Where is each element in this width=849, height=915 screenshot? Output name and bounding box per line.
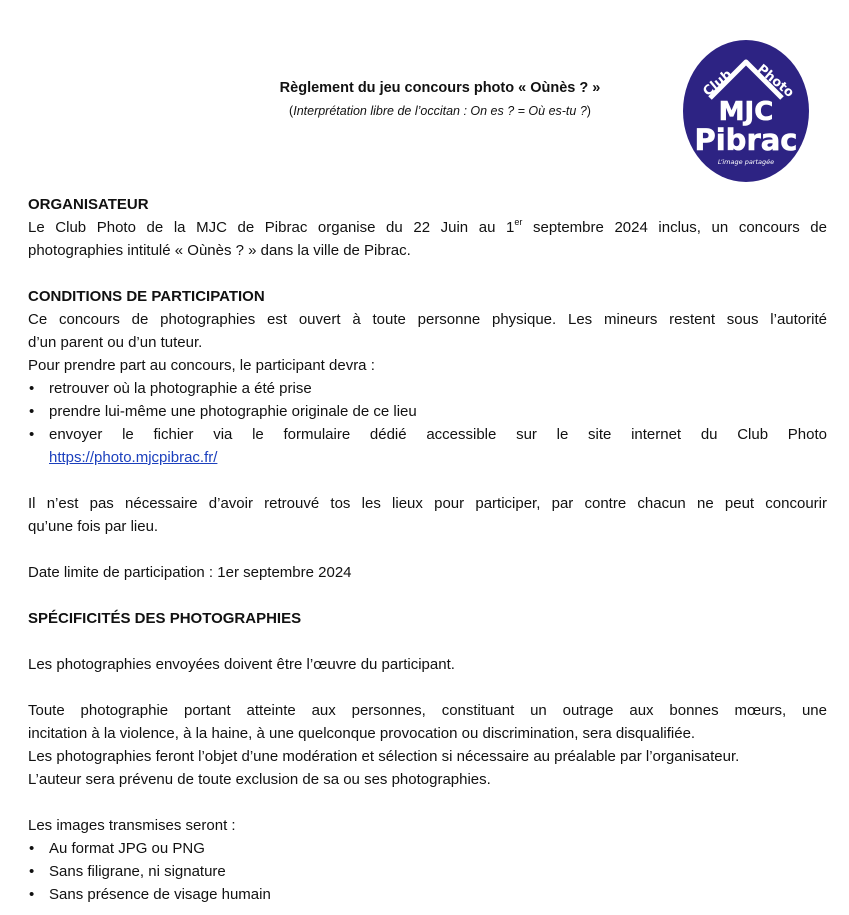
list-item xyxy=(28,860,827,883)
document-title: Règlement du jeu concours photo « Oùnès ? » xyxy=(279,80,601,96)
bullet-icon: • xyxy=(29,403,35,420)
logo-pibrac-text: Pibrac xyxy=(694,123,798,157)
list-item-text: retrouver où la photographie a été prise xyxy=(49,380,312,397)
list-item xyxy=(28,377,827,400)
specificites-paragraph-2-line-1: Toute photographie portant atteinte aux personnes, constituant un outrage aux bonnes mœurs, une xyxy=(28,702,827,719)
organisateur-heading: ORGANISATEUR xyxy=(28,196,149,213)
bullet-icon: • xyxy=(29,863,35,880)
list-item-text: Au format JPG ou PNG xyxy=(49,840,205,857)
bullet-icon: • xyxy=(29,886,35,903)
list-item-text: envoyer le fichier via le formulaire dédié accessible sur le site internet du Club Photo xyxy=(49,426,827,443)
specificites-paragraph-2-line-2: incitation à la violence, à la haine, à une quelconque provocation ou discrimination, sera disqualifiée. xyxy=(28,725,696,742)
conditions-line-2: d’un parent ou d’un tuteur. xyxy=(28,334,203,351)
list-item-text: Sans filigrane, ni signature xyxy=(49,863,226,880)
subtitle-close-paren: ) xyxy=(586,104,591,118)
list-item-text: prendre lui-même une photographie originale de ce lieu xyxy=(49,403,417,420)
logo-photo-text: Photo xyxy=(754,61,797,101)
conditions-line-1: Ce concours de photographies est ouvert à toute personne physique. Les mineurs restent sous l’autorité xyxy=(28,311,827,328)
list-item-text: Sans présence de visage humain xyxy=(49,886,271,903)
logo-tagline-text: L’image partagée xyxy=(717,158,775,166)
subtitle-open-paren: ( xyxy=(289,104,294,118)
conditions-line-3: Pour prendre part au concours, le participant devra : xyxy=(28,357,375,374)
specificites-heading: SPÉCIFICITÉS DES PHOTOGRAPHIES xyxy=(28,610,302,627)
bullet-icon: • xyxy=(29,380,35,397)
conditions-bullet-list xyxy=(28,377,827,469)
club-photo-logo xyxy=(680,36,810,188)
list-item xyxy=(28,883,827,906)
list-item xyxy=(28,837,827,860)
club-website-link[interactable]: https://photo.mjcpibrac.fr/ xyxy=(49,449,218,466)
list-item-continuation xyxy=(28,446,827,469)
subtitle-italic-text: Interprétation libre de l’occitan : On es ? = Où es-tu ? xyxy=(293,104,587,118)
document-body xyxy=(28,193,827,906)
deadline-text: Date limite de participation : 1er septembre 2024 xyxy=(28,564,352,581)
logo-club-text: Club xyxy=(700,67,736,100)
organisateur-text-b: septembre 2024 inclus, un concours de xyxy=(522,219,827,236)
list-item xyxy=(28,423,827,446)
conditions-note-line-2: qu’une fois par lieu. xyxy=(28,518,159,535)
organisateur-superscript: er xyxy=(514,217,523,227)
organisateur-text-a: Le Club Photo de la MJC de Pibrac organise du 22 Juin au 1 xyxy=(28,219,515,236)
conditions-heading: CONDITIONS DE PARTICIPATION xyxy=(28,288,265,305)
list-item xyxy=(28,400,827,423)
images-intro: Les images transmises seront : xyxy=(28,817,236,834)
specificites-paragraph-1: Les photographies envoyées doivent être l’œuvre du participant. xyxy=(28,656,455,673)
document-subtitle xyxy=(200,104,680,118)
images-bullet-list xyxy=(28,837,827,906)
specificites-paragraph-3-line-2: L’auteur sera prévenu de toute exclusion de sa ou ses photographies. xyxy=(28,771,491,788)
organisateur-line-2: photographies intitulé « Oùnès ? » dans la ville de Pibrac. xyxy=(28,242,411,259)
specificites-paragraph-3-line-1: Les photographies feront l’objet d’une modération et sélection si nécessaire au préalable par l’organisateur. xyxy=(28,748,740,765)
bullet-icon: • xyxy=(29,840,35,857)
bullet-icon: • xyxy=(29,426,35,443)
logo-mjc-text: MJC xyxy=(718,97,774,127)
conditions-note-line-1: Il n’est pas nécessaire d’avoir retrouvé tos les lieux pour participer, par contre chacun ne peut concourir xyxy=(28,495,827,512)
organisateur-line-1 xyxy=(28,216,827,239)
